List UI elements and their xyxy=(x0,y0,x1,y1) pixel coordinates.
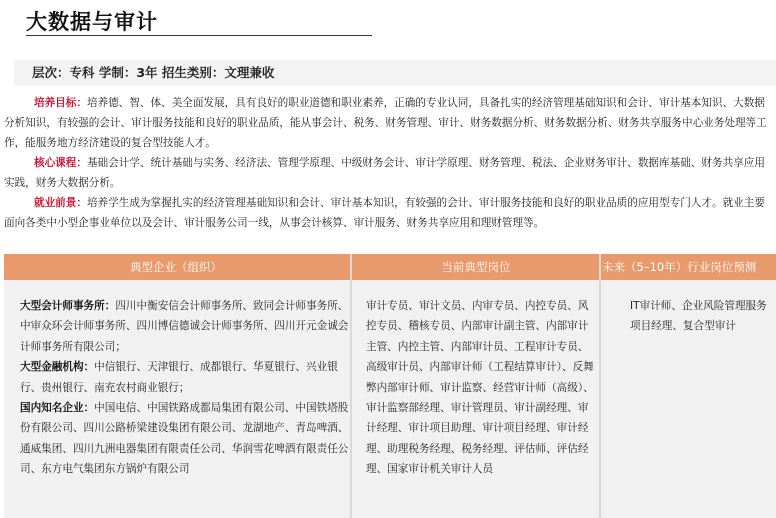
enterprise-group-label: 大型金融机构： xyxy=(20,361,95,374)
career-table xyxy=(4,254,776,518)
employment-label: 就业前景： xyxy=(34,197,87,209)
training-goal-paragraph xyxy=(4,93,774,153)
positions-cell: 审计专员、审计文员、内审专员、内控专员、风控专员、稽核专员、内部审计副主管、内部审计主管、内控主管、内部审计员、工程审计专员、高级审计员、内部审计师（工程结算审计）、反舞弊内部审计师、审计监察、经营审计师（高级）、审计监察部经理、审计管理员、审计副经理、审计经理、审计项目助理、审计项目经理、审计经理、助理税务经理、税务经理、评估师、评估经理、国家审计机关审计人员 xyxy=(366,300,594,476)
column-divider xyxy=(599,254,601,518)
employment-text: 培养学生成为掌握扎实的经济管理基础知识和会计、审计基本知识，有较强的会计、审计服务技能和良好的职业品质的应用型专门人才。就业主要面向各类中小型企事业单位以及会计、审计服务公司一线，从事会计核算、审计服务、财务共享应用和理财管理等。 xyxy=(4,197,765,229)
header-positions: 当前典型岗位 xyxy=(441,260,511,274)
title-underline xyxy=(26,35,372,36)
header-future: 未来（5–10年）行业岗位预测 xyxy=(602,260,757,274)
enterprise-group-text: 中国电信、中国铁路成都局集团有限公司、中国铁塔股份有限公司、四川公路桥梁建设集团有限公司、龙湖地产、青岛啤酒、通威集团、四川九洲电器集团有限责任公司、华润雪花啤酒有限责任公司、东方电气集团东方锅炉有限公司 xyxy=(20,402,349,476)
page-title: 大数据与审计 xyxy=(26,10,158,34)
core-courses-text: 基础会计学、统计基础与实务、经济法、管理学原理、中级财务会计、审计学原理、财务管理、税法、企业财务审计、数据库基础、财务共享应用实践，财务大数据分析。 xyxy=(4,157,765,189)
column-divider xyxy=(350,254,352,518)
enterprise-group-text: 中信银行、天津银行、成都银行、华夏银行、兴业银行、贵州银行、南充农村商业银行； xyxy=(20,361,338,394)
enterprise-group-label: 大型会计师事务所： xyxy=(20,300,116,312)
enterprise-group-text: 四川中衡安信会计师事务所、致同会计师事务所、中审众环会计师事务所、四川博信德诚会计师事务所、四川开元金诚会计师事务所有限公司； xyxy=(20,300,349,353)
enterprise-group-label: 国内知名企业： xyxy=(20,402,95,415)
enterprises-cell xyxy=(20,296,350,480)
program-info-bar: 层次：专科 学制：3年 招生类别：文理兼收 xyxy=(14,60,776,86)
training-goal-label: 培养目标： xyxy=(34,97,87,109)
employment-paragraph xyxy=(4,193,774,233)
core-courses-paragraph xyxy=(4,153,774,193)
header-enterprises: 典型企业（组织） xyxy=(130,260,222,274)
table-header-row xyxy=(4,254,776,280)
training-goal-text: 培养德、智、体、美全面发展，具有良好的职业道德和职业素养，正确的专业认同，具备扎实的经济管理基础知识和会计、审计基本知识、大数据分析知识，有较强的会计、审计服务技能和良好的职业品质，能从事会计、税务、财务管理、审计、财务数据分析、财务数据分析、财务共享服务中心业务处理等工作，能服务地方经济建设的复合型技能人才。 xyxy=(4,97,767,149)
core-courses-label: 核心课程： xyxy=(34,157,87,169)
future-cell: IT审计师、企业风险管理服务项目经理、复合型审计 xyxy=(630,300,767,333)
